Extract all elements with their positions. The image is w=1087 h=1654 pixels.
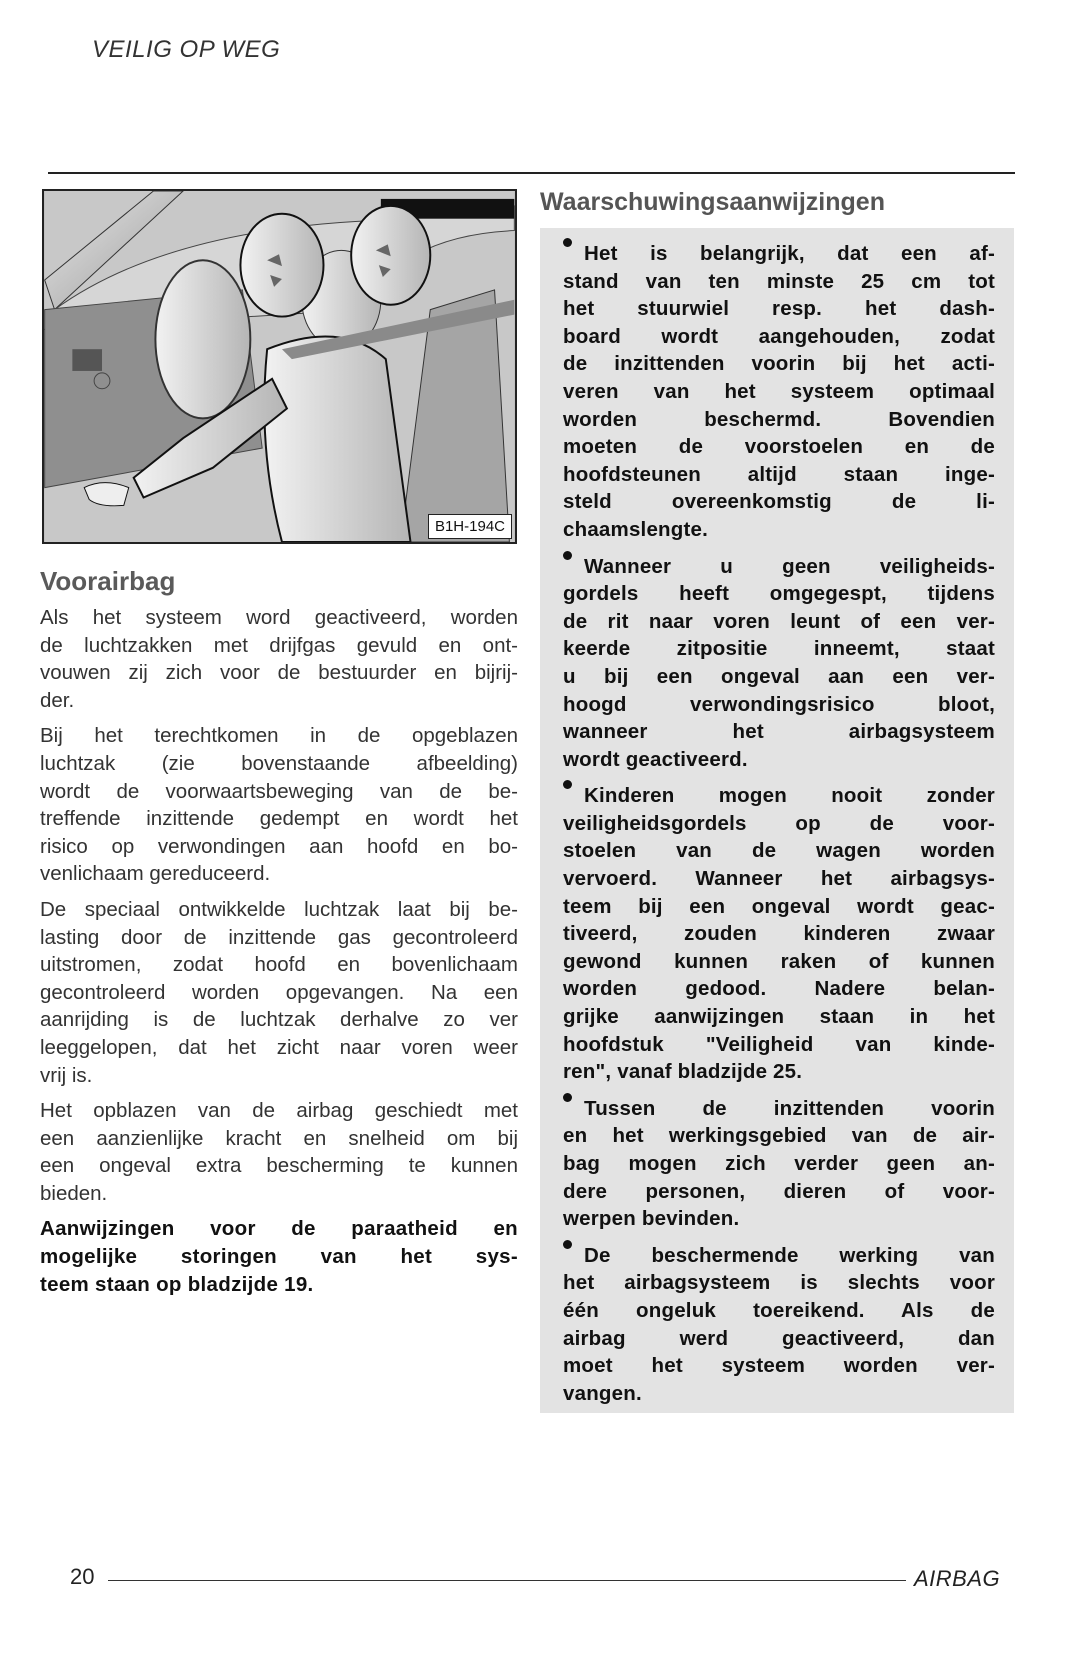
text-line: een aanzienlijke kracht en snelheid om bij xyxy=(40,1126,518,1150)
text-line: board wordt aangehouden, zodat xyxy=(563,324,995,348)
text-line: risico op verwondingen aan hoofd en bo- xyxy=(40,834,518,858)
text-line: het airbagsysteem is slechts voor xyxy=(563,1271,995,1295)
text-line: venlichaam gereduceerd. xyxy=(40,862,271,886)
text-line: de inzittenden voorin bij het acti- xyxy=(563,352,995,376)
text-line: keerde zitpositie inneemt, staat xyxy=(563,637,995,661)
warning-item xyxy=(563,240,995,544)
paragraph xyxy=(40,722,518,888)
text-line: airbag werd geactiveerd, dan xyxy=(563,1326,995,1350)
text-line: De speciaal ontwikkelde luchtzak laat bij be- xyxy=(40,897,518,921)
text-line: bag mogen zich verder geen an- xyxy=(563,1152,995,1175)
text-line: lasting door de inzittende gas gecontroleerd xyxy=(40,925,518,949)
page-number: 20 xyxy=(70,1564,95,1589)
body-text xyxy=(40,604,518,1298)
text-line: het stuurwiel resp. het dash- xyxy=(563,297,995,321)
running-header: VEILIG OP WEG xyxy=(92,36,281,63)
text-line: steld overeenkomstig de li- xyxy=(563,490,995,514)
bullet-icon xyxy=(563,1093,572,1102)
text-line xyxy=(563,553,995,581)
text-line: wordt geactiveerd. xyxy=(563,747,748,771)
text-line: en het werkingsgebied van de air- xyxy=(563,1124,995,1148)
text-line: vouwen zij zich voor de bestuurder en bijrij- xyxy=(40,661,518,685)
text-line: worden gedood. Nadere belan- xyxy=(563,977,995,1001)
text-line: één ongeluk toereikend. Als de xyxy=(563,1298,995,1322)
text-line xyxy=(563,1242,995,1270)
text-line: wanneer het airbagsysteem xyxy=(563,720,995,744)
warning-item xyxy=(563,553,995,774)
text-line: stoelen van de wagen worden xyxy=(563,839,995,863)
text-line: hoofdstuk "Veiligheid van kinde- xyxy=(563,1032,995,1056)
text-line: leeggelopen, dat het zicht naar voren weer xyxy=(40,1035,518,1059)
paragraph xyxy=(40,1097,518,1207)
text-line: vangen. xyxy=(563,1381,642,1405)
text-line: de rit naar voren leunt of een ver- xyxy=(563,609,995,633)
bullet-icon xyxy=(563,1240,572,1249)
text-line: moeten de voorstoelen en de xyxy=(563,435,995,459)
section-heading-voorairbag: Voorairbag xyxy=(40,566,176,596)
text-line: stand van ten minste 25 cm tot xyxy=(563,269,995,293)
text-line-content: De beschermende werking van xyxy=(584,1243,995,1267)
text-line: dere personen, dieren of voor- xyxy=(563,1179,995,1203)
text-line: ren", vanaf bladzijde 25. xyxy=(563,1060,803,1084)
text-line: veiligheidsgordels op de voor- xyxy=(563,811,995,835)
text-line: u bij een ongeval aan een ver- xyxy=(563,664,995,688)
text-line: worden beschermd. Bovendien xyxy=(563,407,995,431)
paragraph xyxy=(40,896,518,1089)
footer-section-title: AIRBAG xyxy=(914,1566,1001,1591)
warnings-heading: Waarschuwingsaanwijzingen xyxy=(540,188,885,216)
text-line: grijke aanwijzingen staan in het xyxy=(563,1005,995,1029)
bullet-icon xyxy=(563,551,572,560)
text-line: Als het systeem word geactiveerd, worden xyxy=(40,606,518,629)
text-line-content: Het is belangrijk, dat een af- xyxy=(584,242,995,265)
text-line: Bij het terechtkomen in de opgeblazen xyxy=(40,724,518,748)
text-line: hoogd verwondingsrisico bloot, xyxy=(563,692,995,716)
text-line: tiveerd, zouden kinderen zwaar xyxy=(563,922,995,946)
text-line: aanrijding is de luchtzak derhalve zo ver xyxy=(40,1008,518,1032)
text-line: luchtzak (zie bovenstaande afbeelding) xyxy=(40,751,518,775)
warning-item xyxy=(563,1242,995,1408)
warnings-list xyxy=(563,240,995,1416)
text-line: wordt de voorwaartsbeweging van de be- xyxy=(40,779,518,803)
warning-item xyxy=(563,1095,995,1233)
text-line: chaamslengte. xyxy=(563,517,709,541)
text-line: vrij is. xyxy=(40,1063,93,1087)
text-line xyxy=(563,240,995,268)
text-line: Aanwijzingen voor de paraatheid en xyxy=(40,1217,518,1241)
text-line: bieden. xyxy=(40,1181,108,1205)
text-line: gewond kunnen raken of kunnen xyxy=(563,949,995,973)
text-line: gecontroleerd worden opgevangen. Na een xyxy=(40,980,518,1004)
text-line: teem bij een ongeval wordt geac- xyxy=(563,894,995,918)
text-line: de luchtzakken met drijfgas gevuld en ont- xyxy=(40,633,518,657)
left-column xyxy=(40,566,518,1306)
text-line: gordels heeft omgegespt, tijdens xyxy=(563,582,995,606)
text-line: hoofdsteunen altijd staan inge- xyxy=(563,462,995,486)
text-line: werpen bevinden. xyxy=(563,1207,740,1231)
figure-code-label: B1H-194C xyxy=(428,514,512,539)
bullet-icon xyxy=(563,780,572,789)
text-line xyxy=(563,1095,995,1123)
text-line: teem staan op bladzijde 19. xyxy=(40,1272,314,1296)
airbag-illustration xyxy=(42,189,517,544)
footer-divider xyxy=(108,1580,906,1581)
text-line: treffende inzittende gedempt en wordt het xyxy=(40,807,518,831)
text-line: vervoerd. Wanneer het airbagsys- xyxy=(563,867,995,891)
text-line: Het opblazen van de airbag geschiedt met xyxy=(40,1099,518,1123)
warnings-box xyxy=(540,228,1014,1413)
text-line xyxy=(563,782,995,810)
text-line-content: Kinderen mogen nooit zonder xyxy=(584,784,995,808)
text-line: veren van het systeem optimaal xyxy=(563,379,995,403)
bullet-icon xyxy=(563,238,572,247)
text-line: der. xyxy=(40,688,75,712)
text-line: een ongeval extra bescherming te kunnen xyxy=(40,1154,518,1178)
text-line: mogelijke storingen van het sys- xyxy=(40,1245,518,1269)
reference-note xyxy=(40,1215,518,1298)
warning-item xyxy=(563,782,995,1086)
paragraph xyxy=(40,604,518,714)
top-divider xyxy=(48,172,1015,174)
crash-dummy-airbag-image xyxy=(44,191,515,542)
text-line: moet het systeem worden ver- xyxy=(563,1354,995,1378)
text-line-content: Tussen de inzittenden voorin xyxy=(584,1096,995,1120)
text-line-content: Wanneer u geen veiligheids- xyxy=(584,554,995,578)
text-line: uitstromen, zodat hoofd en bovenlichaam xyxy=(40,953,518,977)
